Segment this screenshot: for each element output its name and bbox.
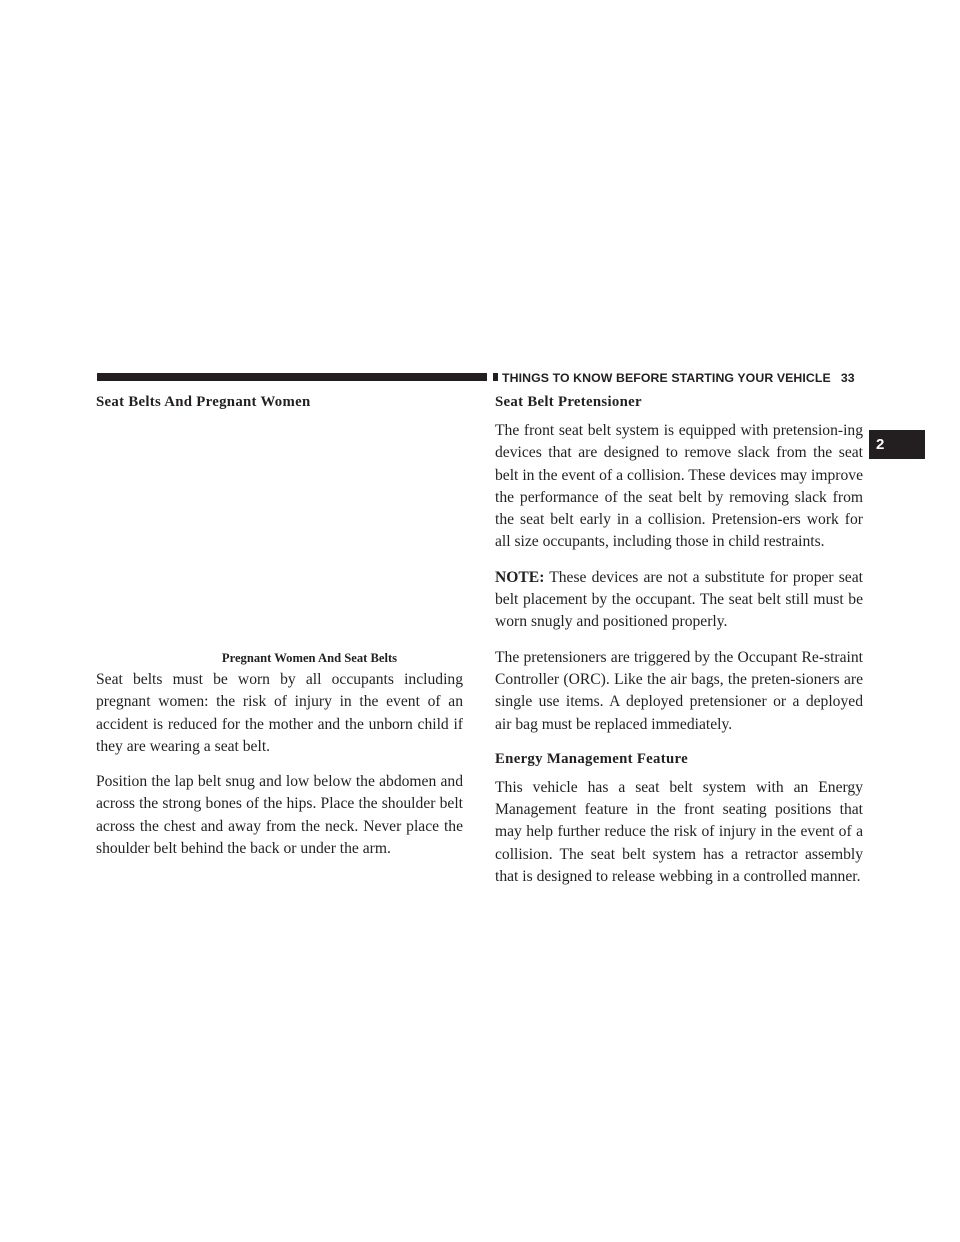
paragraph: Position the lap belt snug and low below the abdomen and across the strong bones of the hips. Place the shoulder belt across the chest and away from the neck. Never place the shoulder belt behind the back or under the arm. bbox=[96, 773, 463, 858]
paragraph: This vehicle has a seat belt system with an Energy Management feature in the front seating positions that may help further reduce the risk of injury in the event of a collision. The seat belt system has a retractor assembly that is designed to release webbing in a controlled manner. bbox=[495, 778, 863, 886]
note-label: NOTE: bbox=[495, 568, 545, 586]
figure-caption: Pregnant Women And Seat Belts bbox=[221, 651, 398, 665]
left-column bbox=[96, 392, 463, 860]
page-number: 33 bbox=[840, 371, 855, 385]
figure-placeholder bbox=[96, 412, 463, 650]
section-heading-pregnant-women: Seat Belts And Pregnant Women bbox=[96, 394, 311, 410]
running-title: THINGS TO KNOW BEFORE STARTING YOUR VEHICLE bbox=[502, 371, 831, 385]
paragraph: Seat belts must be worn by all occupants including pregnant women: the risk of injury in the event of an accident is reduced for the mother and the unborn child if they are wearing a seat belt. bbox=[96, 671, 463, 755]
section-heading-pretensioner: Seat Belt Pretensioner bbox=[495, 394, 642, 410]
section-heading-energy-management: Energy Management Feature bbox=[495, 750, 688, 767]
note-paragraph bbox=[495, 567, 863, 634]
header-rule bbox=[97, 373, 487, 381]
paragraph: The front seat belt system is equipped with pretension-ing devices that are designed to remove slack from the seat belt in the event of a collision. These devices may improve the performance of the seat belt by removing slack from the seat belt early in a collision. Pretension-ers work for all size occupants, including those in child restraints. bbox=[495, 422, 863, 551]
running-head bbox=[502, 371, 855, 385]
header-rule-tick bbox=[493, 373, 498, 381]
chapter-tab: 2 bbox=[869, 430, 925, 459]
note-text: These devices are not a substitute for proper seat belt placement by the occupant. The seat belt still must be worn snugly and positioned properly. bbox=[495, 568, 863, 631]
right-column bbox=[495, 392, 863, 888]
paragraph: The pretensioners are triggered by the Occupant Re-straint Controller (ORC). Like the air bags, the preten-sioners are single use items. A deployed pretensioner or a deployed air bag must be replaced immediately. bbox=[495, 648, 863, 733]
